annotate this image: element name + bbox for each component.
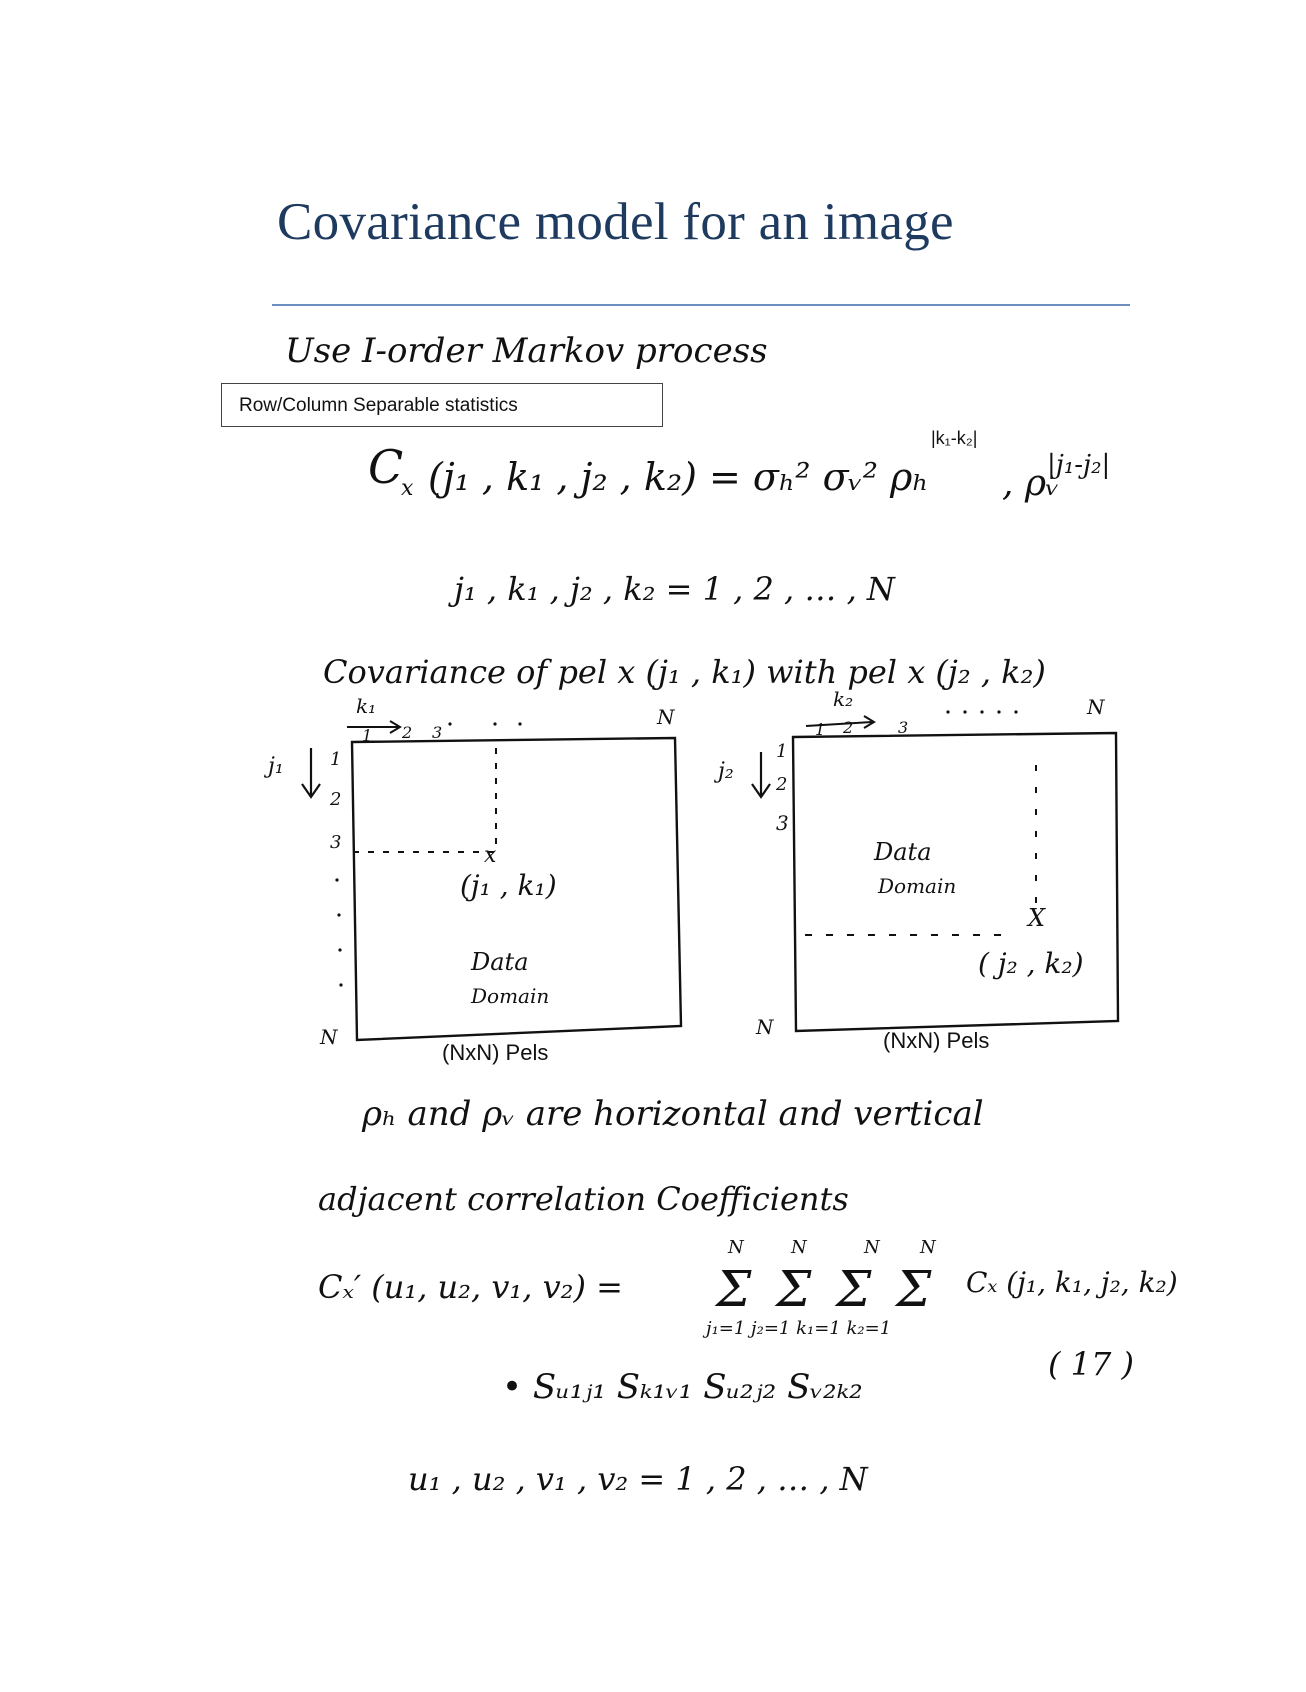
svg-text:Σ: Σ	[716, 1260, 752, 1318]
right-row-tick-3: 3	[776, 811, 789, 835]
left-grid-caption: (NxN) Pels	[442, 1040, 549, 1065]
correlation-coefficients-line-2: adjacent correlation Coefficients	[318, 1180, 849, 1218]
left-row-tick-2: 2	[330, 789, 342, 810]
left-data-label: Data	[471, 948, 529, 976]
svg-text:X: X	[1028, 904, 1046, 932]
svg-text:N: N	[728, 1237, 744, 1258]
right-data-label: Data	[874, 838, 932, 866]
svg-text:N: N	[920, 1237, 936, 1258]
covariance-of-pel-line: Covariance of pel x (j₁ , k₁) with pel x (j₂ , k₂)	[323, 653, 1046, 691]
exponent-label-h: |k₁-k₂|	[931, 428, 978, 448]
left-col-tick-3: 3	[432, 723, 443, 742]
right-col-tick-2: 2	[843, 718, 854, 737]
index-range-formula: j₁ , k₁ , j₂ , k₂ = 1 , 2 , … , N	[454, 570, 895, 608]
formula-covariance-args: (j₁ , k₁ , j₂ , k₂) = σₕ² σᵥ² ρₕ	[428, 455, 929, 499]
right-n-row: N	[756, 1015, 774, 1039]
right-col-tick-3: 3	[898, 718, 909, 737]
svg-text:x: x	[484, 843, 497, 868]
equation-number: ( 17 )	[1048, 1345, 1135, 1383]
right-grid-caption: (NxN) Pels	[883, 1028, 990, 1053]
sum-formula-rhs: Cₓ (j₁, k₁, j₂, k₂)	[966, 1266, 1178, 1299]
right-point-label: ( j₂ , k₂)	[978, 947, 1084, 980]
caption-box	[221, 383, 663, 427]
correlation-coefficients-line: ρₕ and ρᵥ are horizontal and vertical	[362, 1094, 984, 1134]
right-n-col: N	[1087, 695, 1105, 719]
svg-text:Σ: Σ	[896, 1260, 932, 1318]
slide-title: Covariance model for an image	[277, 193, 954, 251]
svg-text:Σ: Σ	[836, 1260, 872, 1318]
right-col-tick-1: 1	[815, 720, 826, 739]
product-terms: • Sᵤ₁ⱼ₁ Sₖ₁ᵥ₁ Sᵤ₂ⱼ₂ Sᵥ₂ₖ₂	[502, 1367, 863, 1407]
formula-covariance-tail: , ρᵥ	[1002, 463, 1060, 504]
svg-text:Σ: Σ	[776, 1260, 812, 1318]
right-row-axis-label: j₂	[718, 759, 734, 784]
left-n-row: N	[320, 1025, 338, 1049]
uv-range-formula: u₁ , u₂ , v₁ , v₂ = 1 , 2 , … , N	[408, 1460, 868, 1498]
left-point-label: (j₁ , k₁)	[460, 869, 557, 902]
left-col-tick-1: 1	[362, 726, 373, 745]
markov-process-line: Use I-order Markov process	[285, 331, 768, 371]
right-row-tick-1: 1	[776, 741, 788, 762]
caption-text: Row/Column Separable statistics	[239, 395, 518, 416]
formula-c-subscript-x: x	[401, 476, 414, 501]
sum-formula-lhs: Cₓ′ (u₁, u₂, v₁, v₂) =	[318, 1268, 623, 1306]
left-n-col: N	[657, 705, 675, 729]
left-col-axis-label: k₁	[356, 694, 377, 718]
svg-text:N: N	[864, 1237, 880, 1258]
left-col-tick-2: 2	[402, 723, 413, 742]
right-data-grid	[752, 710, 1118, 1031]
left-domain-label: Domain	[471, 984, 550, 1008]
formula-exponent-v: |j₁-j₂|	[1047, 450, 1111, 480]
svg-text:N: N	[791, 1237, 807, 1258]
sum-indices: j₁=1 j₂=1 k₁=1 k₂=1	[706, 1318, 892, 1339]
left-row-tick-1: 1	[330, 749, 342, 770]
right-row-tick-2: 2	[776, 774, 788, 795]
right-domain-label: Domain	[878, 874, 957, 898]
formula-c-symbol: C	[368, 440, 404, 494]
left-row-tick-3: 3	[330, 832, 342, 853]
left-row-axis-label: j₁	[268, 754, 284, 779]
right-col-axis-label: k₂	[833, 687, 854, 711]
quadruple-sum	[714, 1237, 937, 1318]
